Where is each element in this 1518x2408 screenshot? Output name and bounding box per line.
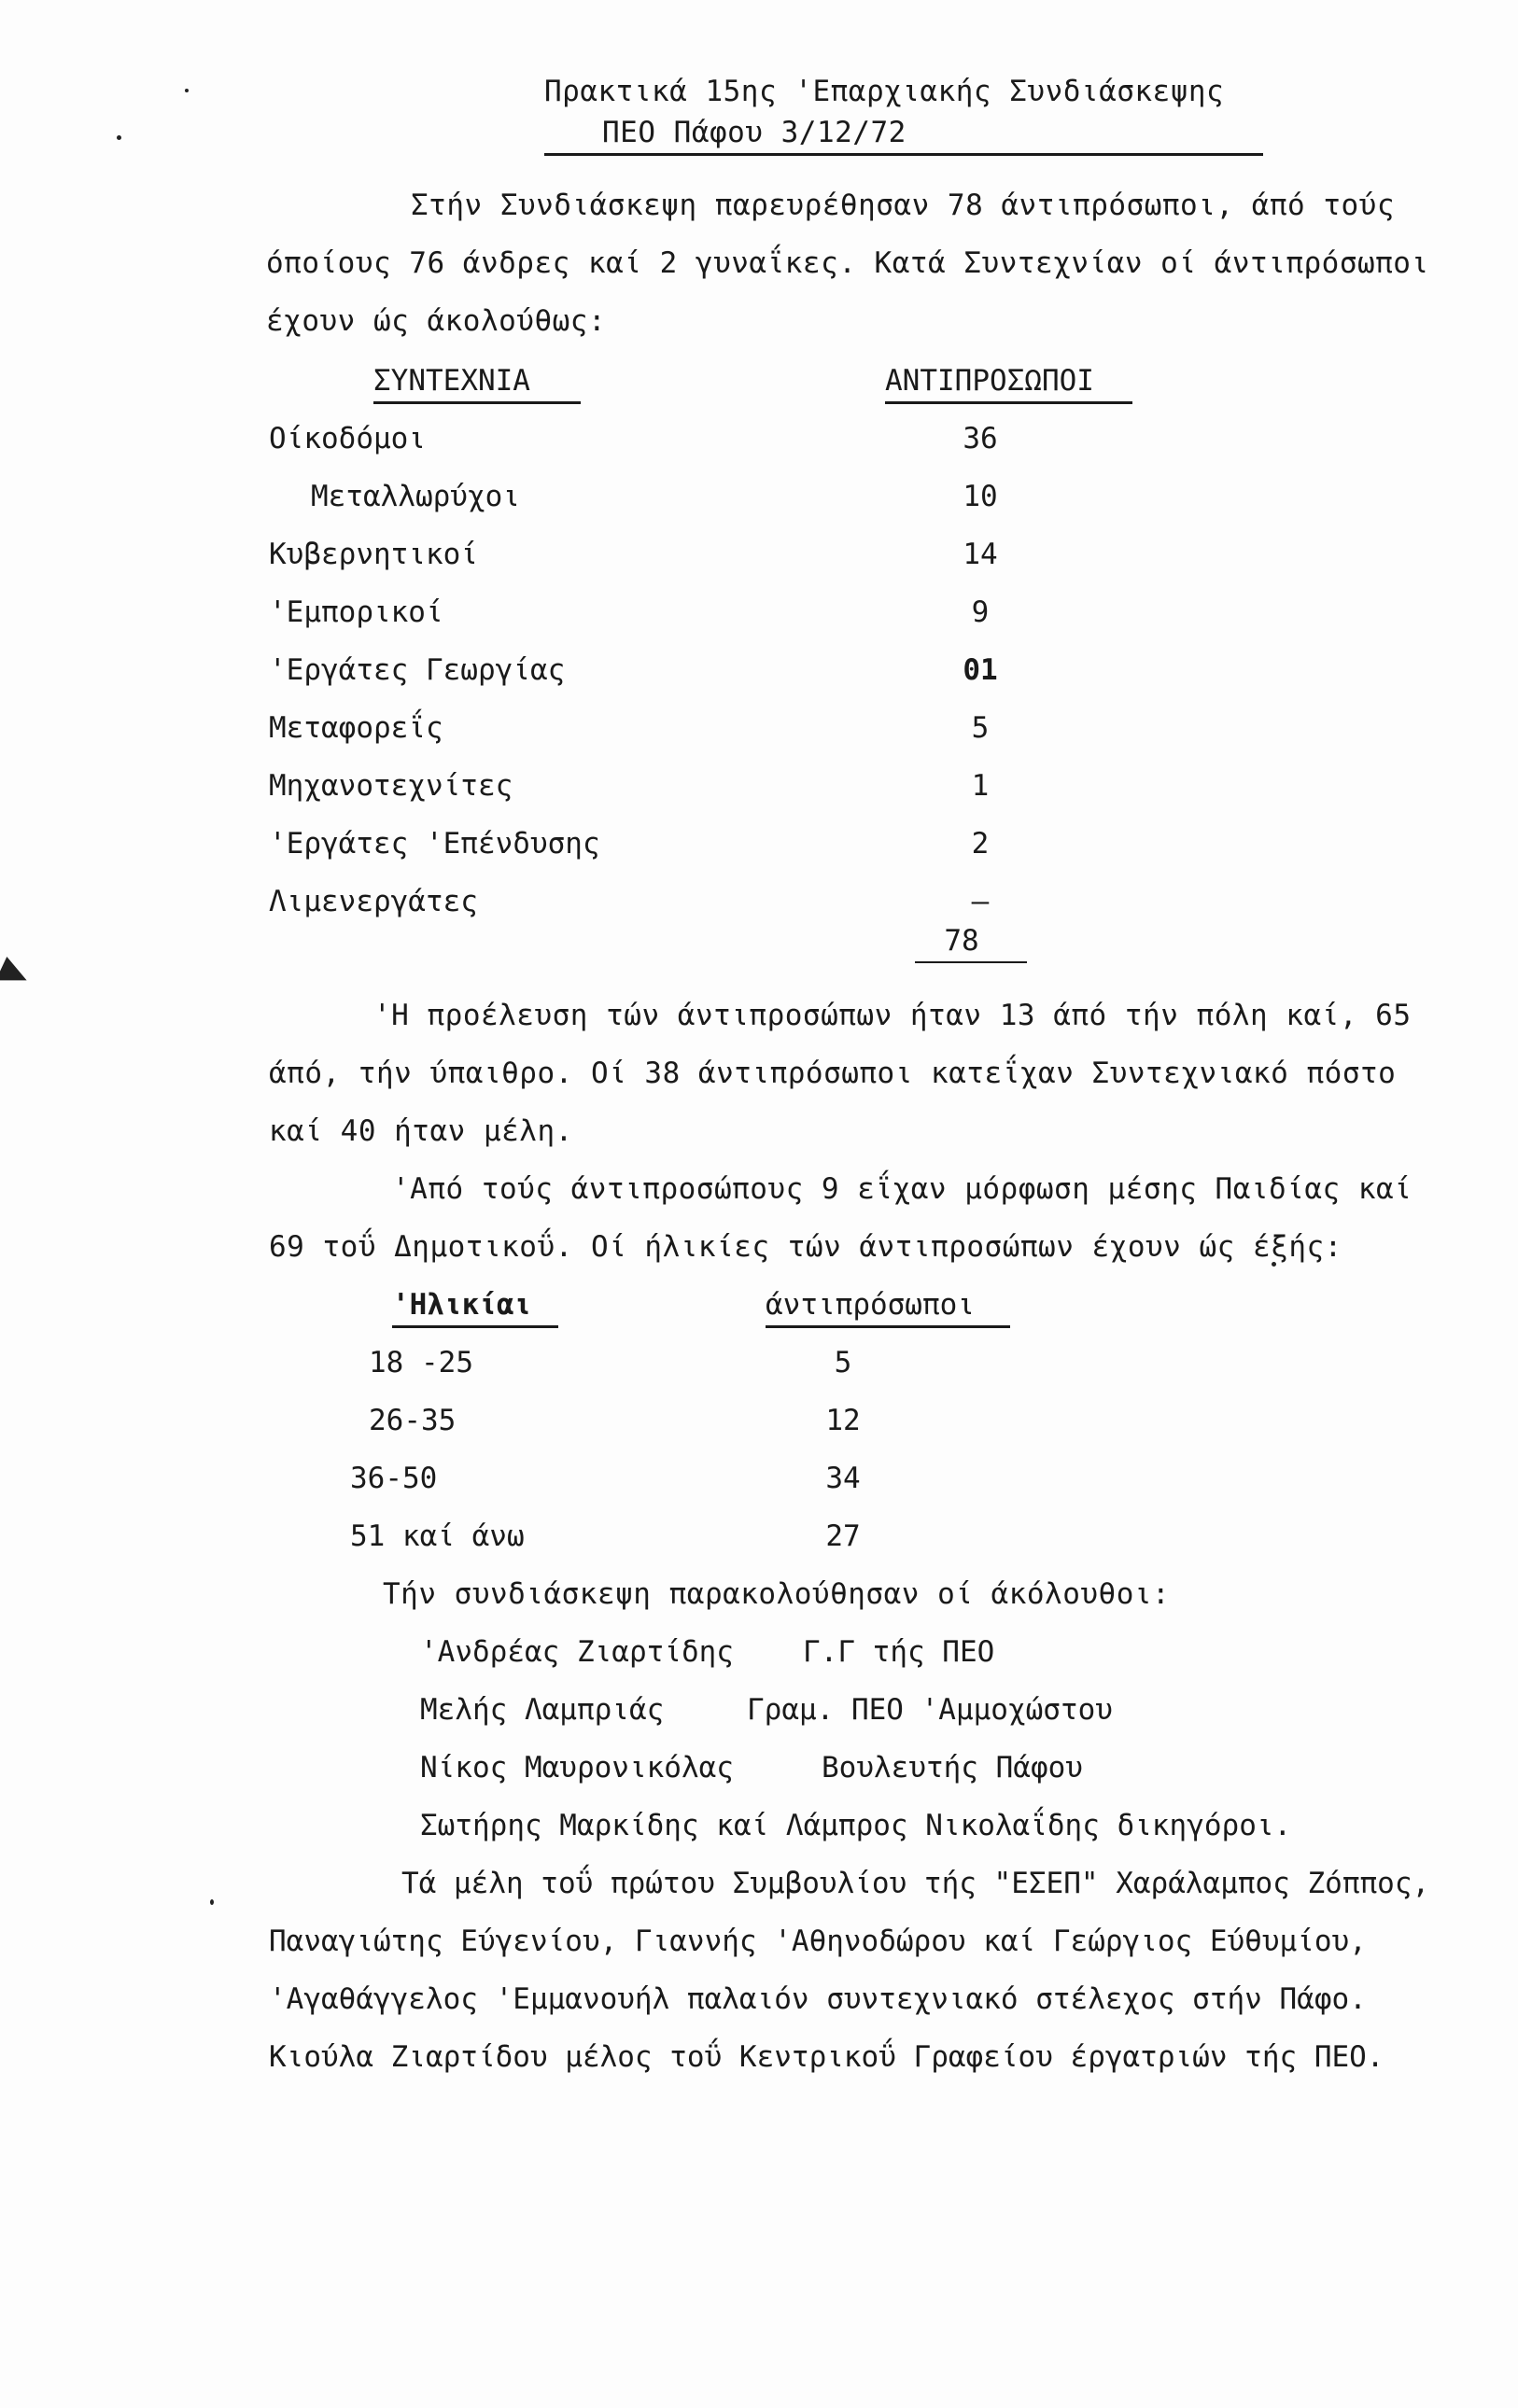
union-name: Οίκοδόμοι: [269, 422, 426, 455]
origin-line-2: άπό, τήν ύπαιθρο. Οί 38 άντιπρόσωποι κατεΐχαν Συντεχνιακό πόστο: [269, 1057, 1397, 1090]
closing-line-1: Τά μέλη τοΰ πρώτου Συμβουλίου τής "ΕΣΕΠ" Χαράλαμπος Ζόππος,: [401, 1867, 1430, 1900]
union-name: 'Εμπορικοί: [269, 595, 443, 629]
scan-mark-icon: [0, 957, 33, 992]
scan-speck: [210, 1899, 214, 1905]
scan-speck: [117, 135, 121, 140]
unions-total: 78: [944, 924, 979, 958]
union-name: Μηχανοτεχνίτες: [269, 769, 513, 803]
unions-header-right: ΑΝΤΙΠΡΟΣΩΠΟΙ: [885, 364, 1094, 398]
union-count: 2: [971, 827, 990, 861]
education-line-1: 'Από τούς άντιπροσώπους 9 εΐχαν μόρφωση μέσης Παιδίας καί: [392, 1172, 1413, 1206]
title-underline: [544, 153, 1263, 156]
age-range: 36-50: [350, 1462, 438, 1495]
attendees-intro: Τήν συνδιάσκεψη παρακολούθησαν οί άκόλουθοι:: [383, 1577, 1171, 1611]
union-name: Μεταλλωρύχοι: [311, 480, 520, 513]
age-range: 26-35: [369, 1404, 457, 1437]
union-count: 1: [971, 769, 990, 803]
union-count: 10: [963, 480, 998, 513]
attendee-name: Μελής Λαμπριάς: [420, 1693, 665, 1727]
origin-line-1: 'Η προέλευση τών άντιπροσώπων ήταν 13 άπό τήν πόλη καί, 65: [373, 999, 1412, 1032]
ages-header-right-underline: [766, 1325, 1010, 1328]
union-name: Μεταφορεΐς: [269, 711, 443, 745]
unions-header-left: ΣΥΝΤΕΧΝΙΑ: [373, 364, 530, 398]
union-count: 14: [963, 538, 998, 571]
age-range: 18 -25: [369, 1346, 473, 1379]
closing-line-2: Παναγιώτης Εύγενίου, Γιαννής 'Αθηνοδώρου καί Γεώργιος Εύθυμίου,: [269, 1925, 1367, 1958]
attendee-role: Βουλευτής Πάφου: [822, 1751, 1083, 1785]
total-underline: [915, 961, 1027, 963]
attendee-role: Γραμ. ΠΕΟ 'Αμμοχώστου: [747, 1693, 1113, 1727]
union-count: 36: [963, 422, 998, 455]
closing-line-3: 'Αγαθάγγελος 'Εμμανουήλ παλαιόν συντεχνιακό στέλεχος στήν Πάφο.: [269, 1982, 1367, 2016]
union-name: 'Εργάτες Γεωργίας: [269, 653, 566, 687]
ages-header-left: 'Ηλικίαι: [392, 1288, 532, 1322]
education-line-2: 69 τοΰ Δημοτικοΰ. Οί ήλικίες τών άντιπροσώπων έχουν ώς έξής:: [269, 1230, 1342, 1264]
origin-line-3: καί 40 ήταν μέλη.: [269, 1114, 573, 1148]
attendee-name: Νίκος Μαυρονικόλας: [420, 1751, 734, 1785]
union-count: 01: [963, 653, 998, 687]
intro-line-1: Στήν Συνδιάσκεψη παρευρέθησαν 78 άντιπρόσωποι, άπό τούς: [411, 189, 1395, 222]
ages-header-left-underline: [392, 1325, 558, 1328]
unions-header-left-underline: [373, 401, 581, 404]
age-count: 5: [834, 1346, 852, 1379]
union-count: 5: [971, 711, 990, 745]
age-count: 34: [825, 1462, 861, 1495]
age-count: 12: [825, 1404, 861, 1437]
attendee-name: 'Ανδρέας Ζιαρτίδης: [420, 1635, 734, 1669]
document-subtitle: ΠΕΟ Πάφου 3/12/72: [602, 116, 907, 149]
age-count: 27: [825, 1519, 861, 1553]
union-name: Λιμενεργάτες: [269, 885, 478, 918]
union-name: Κυβερνητικοί: [269, 538, 478, 571]
closing-line-4: Κιούλα Ζιαρτίδου μέλος τοΰ Κεντρικοΰ Γραφείου έργατριών τής ΠΕΟ.: [269, 2040, 1384, 2074]
attendee-name: Σωτήρης Μαρκίδης καί Λάμπρος Νικολαΐδης δικηγόροι.: [420, 1809, 1292, 1842]
union-count: 9: [971, 595, 990, 629]
intro-line-2: όποίους 76 άνδρες καί 2 γυναΐκες. Κατά Συντεχνίαν οί άντιπρόσωποι: [266, 246, 1429, 280]
unions-header-right-underline: [885, 401, 1132, 404]
document-title: Πρακτικά 15ης 'Επαρχιακής Συνδιάσκεψης: [544, 75, 1225, 108]
age-range: 51 καί άνω: [350, 1519, 525, 1553]
attendee-role: Γ.Γ τής ΠΕΟ: [803, 1635, 995, 1669]
union-name: 'Εργάτες 'Επένδυσης: [269, 827, 600, 861]
union-count: —: [971, 885, 990, 918]
ages-header-right: άντιπρόσωποι: [766, 1288, 975, 1322]
scan-speck: [185, 89, 189, 92]
intro-line-3: έχουν ώς άκολούθως:: [266, 304, 607, 338]
